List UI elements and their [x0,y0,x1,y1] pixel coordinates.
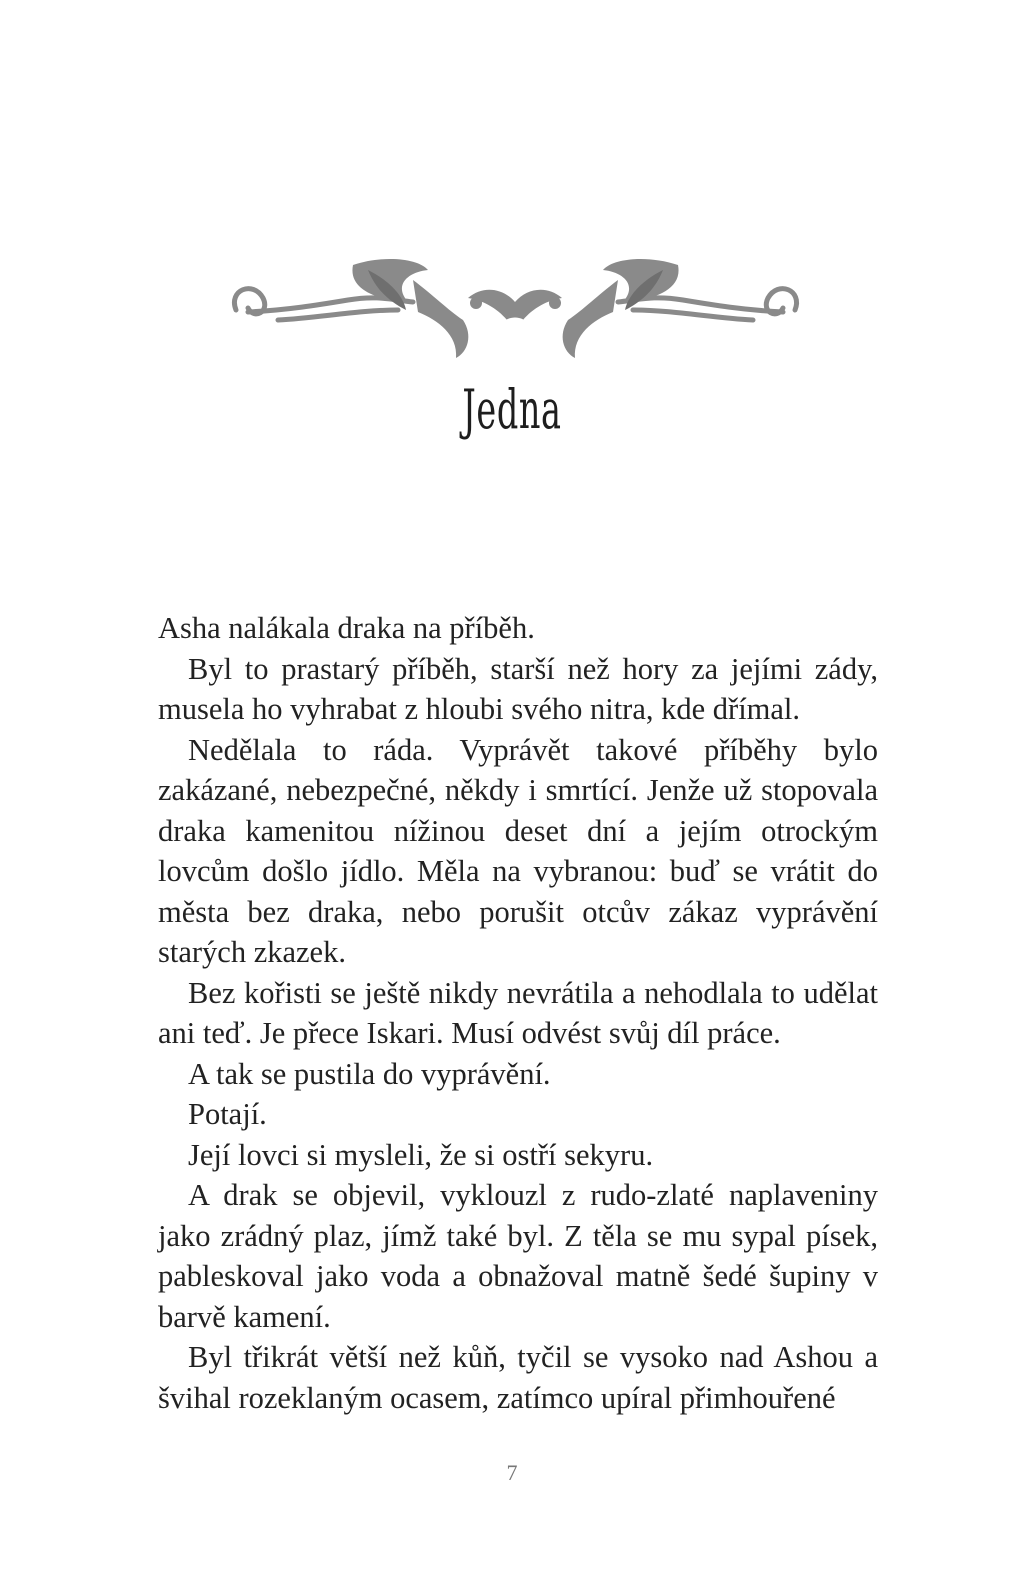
paragraph: Byl třikrát větší než kůň, tyčil se vysoko nad Ashou a švihal rozeklaným ocasem, zatímco upíral přimhouřené [158,1340,878,1415]
paragraph: Nedělala to ráda. Vyprávět takové příběhy bylo zakázané, nebezpečné, někdy i smrtící. Jenže už stopovala draka kamenitou nížinou deset dní a jejím otrockým lovcům došlo jídlo. Měla na vybranou: buď se vrátit do města bez draka, nebo porušit otcův zákaz vyprávění starých zkazek. [158,732,878,969]
paragraph: Potají. [188,1097,267,1131]
ornamental-flourish-icon [218,240,813,360]
page-number: 7 [506,1460,518,1485]
paragraph: Asha nalákala draka na příběh. [158,611,535,645]
paragraph: A tak se pustila do vyprávění. [188,1056,551,1091]
chapter-body [158,608,878,1418]
paragraph: Bez kořisti se ještě nikdy nevrátila a nehodlala to udělat ani teď. Je přece Iskari. Musí odvést svůj díl práce. [158,975,878,1050]
chapter-title: Jedna [462,378,562,441]
paragraph: Její lovci si mysleli, že si ostří sekyru. [188,1137,654,1172]
paragraph: A drak se objevil, vyklouzl z rudo-zlaté naplaveniny jako zrádný plaz, jímž také byl. Z těla se mu sypal písek, pableskoval jako voda a obnažoval matně šedé šupiny v barvě kamení. [158,1178,878,1334]
paragraph: Byl to prastarý příběh, starší než hory za jejími zády, musela ho vyhrabat z hloubi svého nitra, kde dřímal. [158,651,878,726]
